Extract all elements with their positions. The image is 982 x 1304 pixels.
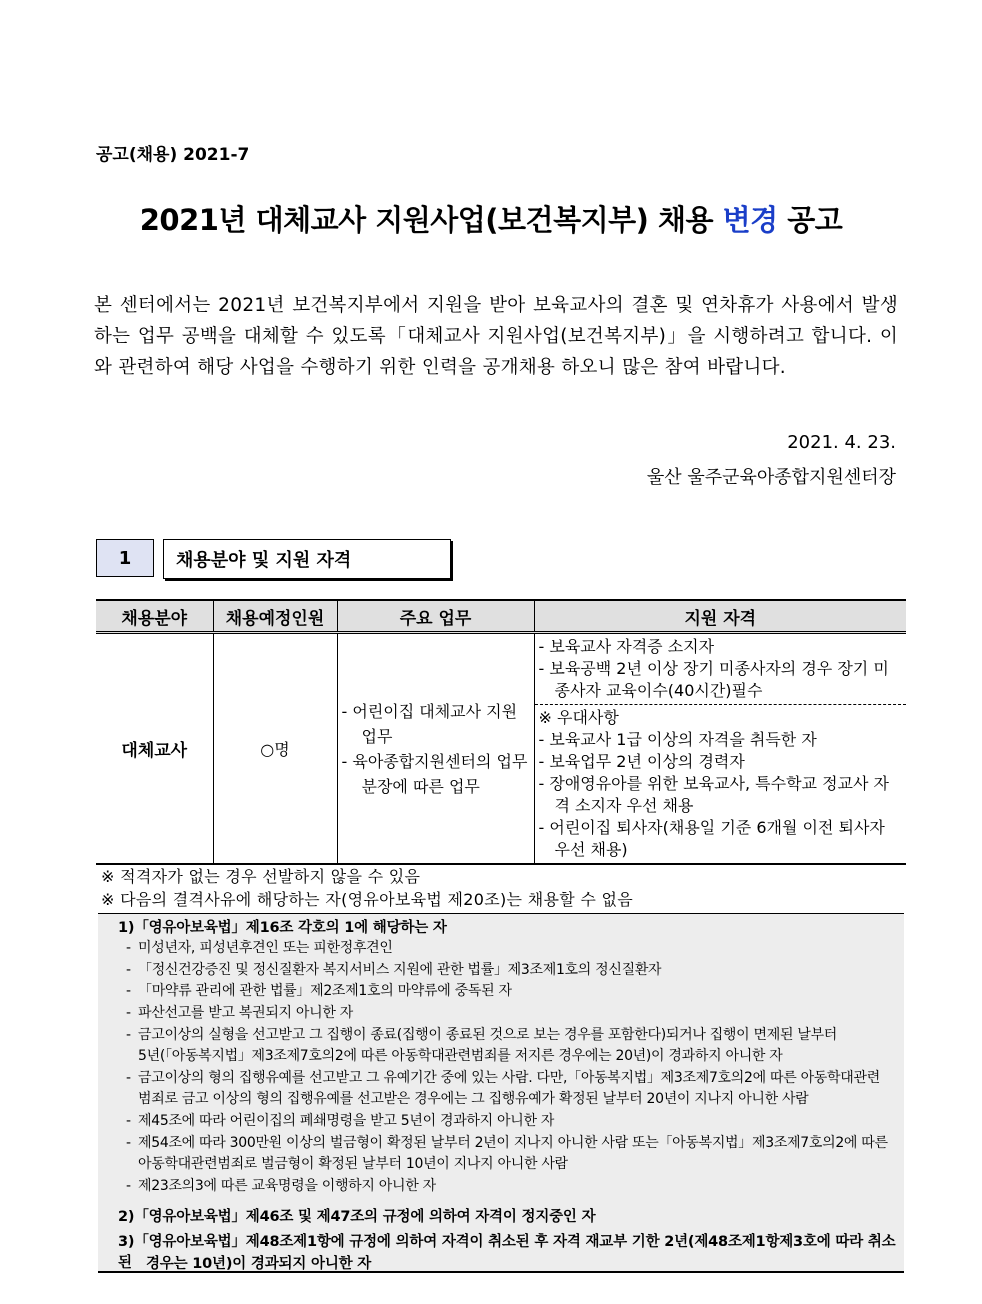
page-title — [0, 198, 982, 239]
list-item-text: 파산선고를 받고 복권되지 아니한 자 — [138, 1005, 353, 1021]
list-item-continued: 5년(「아동복지법」제3조제7호의2에 따른 아동학대관련범죄를 저지른 경우에는 20년)이 경과하지 아니한 자 — [138, 1048, 783, 1064]
list-item-continued: 범죄로 금고 이상의 형의 집행유예를 선고받은 경우에는 그 집행유예가 확정된 날부터 20년이 지나지 아니한 사람 — [138, 1091, 809, 1107]
list-item-text: 제23조의3에 따른 교육명령을 이행하지 아니한 자 — [138, 1178, 436, 1194]
title-highlight: 변경 — [722, 203, 778, 237]
recruitment-table — [96, 599, 906, 865]
duty-item: - 육아종합지원센터의 업무분장에 따른 업무 — [341, 751, 528, 796]
list-item-text: 금고이상의 실형을 선고받고 그 집행이 종료(집행이 종료된 것으로 보는 경우를 포함한다)되거나 집행이 면제된 날부터 — [138, 1027, 838, 1043]
list-item: - 제45조에 따라 어린이집의 폐쇄명령을 받고 5년이 경과하지 아니한 자 — [126, 1113, 555, 1129]
header-count: 채용예정인원 — [213, 600, 337, 633]
notice-date: 2021. 4. 23. — [787, 432, 896, 453]
list-item: - 제54조에 따라 300만원 이상의 벌금형이 확정된 날부터 2년이 지나지 아니한 사람 또는「아동복지법」제3조제7호의2에 따른 — [126, 1135, 888, 1151]
disqualification-heading-1: 1)「영유아보육법」제16조 각호의 1에 해당하는 자 — [118, 920, 447, 936]
title-before: 2021년 대체교사 지원사업(보건복지부) 채용 — [139, 203, 723, 237]
list-item: - 미성년자, 피성년후견인 또는 피한정후견인 — [126, 940, 393, 956]
notice-number: 공고(채용) 2021-7 — [96, 145, 250, 165]
cell-category: 대체교사 — [96, 633, 213, 865]
note-disqualification: ※ 다음의 결격사유에 해당하는 자(영유아보육법 제20조)는 채용할 수 없음 — [101, 890, 634, 909]
list-item-text: 제54조에 따라 300만원 이상의 벌금형이 확정된 날부터 2년이 지나지 아니한 사람 또는「아동복지법」제3조제7호의2에 따른 — [138, 1135, 888, 1151]
table-header-row — [96, 600, 906, 633]
cell-count: ○명 — [213, 633, 337, 865]
list-item: - 제23조의3에 따른 교육명령을 이행하지 아니한 자 — [126, 1178, 436, 1194]
list-item-text: 「정신건강증진 및 정신질환자 복지서비스 지원에 관한 법률」제3조제1호의 정신질환자 — [138, 962, 662, 978]
qualification-item: - 보육공백 2년 이상 장기 미종사자의 경우 장기 미종사자 교육이수(40시간)필수 — [538, 659, 889, 700]
preferred-item: - 장애영유아를 위한 보육교사, 특수학교 정교사 자격 소지자 우선 채용 — [538, 774, 889, 815]
list-item: - 「마약류 관리에 관한 법률」제2조제1호의 마약류에 중독된 자 — [126, 983, 512, 999]
duty-item: - 어린이집 대체교사 지원 업무 — [341, 701, 518, 746]
preferred-item: - 보육업무 2년 이상의 경력자 — [538, 752, 745, 771]
list-item: - 「정신건강증진 및 정신질환자 복지서비스 지원에 관한 법률」제3조제1호의 정신질환자 — [126, 962, 662, 978]
title-after: 공고 — [777, 203, 843, 237]
required-qualifications — [535, 634, 907, 704]
organization-name: 울산 울주군육아종합지원센터장 — [646, 467, 896, 488]
list-item: - 파산선고를 받고 복권되지 아니한 자 — [126, 1005, 353, 1021]
disqualification-heading-3: 3)「영유아보육법」제48조제1항에 규정에 의하여 자격이 취소된 후 자격 재교부 기한 2년(제48조제1항제3호에 따라 취소된 — [118, 1234, 896, 1271]
cell-qualifications — [534, 633, 906, 865]
list-item: - 금고이상의 실형을 선고받고 그 집행이 종료(집행이 종료된 것으로 보는 경우를 포함한다)되거나 집행이 면제된 날부터 — [126, 1027, 838, 1043]
list-item-text: 제45조에 따라 어린이집의 폐쇄명령을 받고 5년이 경과하지 아니한 자 — [138, 1113, 555, 1129]
header-qualifications: 지원 자격 — [534, 600, 906, 633]
list-item-text: 「마약류 관리에 관한 법률」제2조제1호의 마약류에 중독된 자 — [138, 983, 512, 999]
list-item: - 금고이상의 형의 집행유예를 선고받고 그 유예기간 중에 있는 사람. 다만,「아동복지법」제3조제7호의2에 따른 아동학대관련 — [126, 1070, 880, 1086]
header-category: 채용분야 — [96, 600, 213, 633]
preferred-item: - 보육교사 1급 이상의 자격을 취득한 자 — [538, 730, 817, 749]
intro-paragraph: 본 센터에서는 2021년 보건복지부에서 지원을 받아 보육교사의 결혼 및 연차휴가 사용에서 발생하는 업무 공백을 대체할 수 있도록「대체교사 지원사업(보건복지부)」을 시행하려고 합니다. 이와 관련하여 해당 사업을 수행하기 위한 인력을 공개채용 하오니 많은 참여 바랍니다. — [94, 295, 898, 378]
note-no-candidate: ※ 적격자가 없는 경우 선발하지 않을 수 있음 — [101, 867, 421, 886]
disqualification-heading-3-continued: 경우는 10년)이 경과되지 아니한 자 — [146, 1256, 372, 1272]
disqualification-box — [98, 913, 904, 1273]
cell-duties — [337, 633, 534, 865]
preferred-title: ※ 우대사항 — [538, 708, 619, 727]
disqualification-heading-2: 2)「영유아보육법」제46조 및 제47조의 규정에 의하여 자격이 정지중인 자 — [118, 1209, 596, 1225]
table-row — [96, 633, 906, 865]
preferred-item: - 어린이집 퇴사자(채용일 기준 6개월 이전 퇴사자 우선 채용) — [538, 818, 885, 859]
section-number: 1 — [96, 539, 154, 577]
list-item-text: 미성년자, 피성년후견인 또는 피한정후견인 — [138, 940, 393, 956]
preferred-qualifications — [535, 704, 907, 863]
qualification-item: - 보육교사 자격증 소지자 — [538, 637, 715, 656]
header-duties: 주요 업무 — [337, 600, 534, 633]
list-item-text: 금고이상의 형의 집행유예를 선고받고 그 유예기간 중에 있는 사람. 다만,「아동복지법」제3조제7호의2에 따른 아동학대관련 — [138, 1070, 880, 1086]
section-title: 채용분야 및 지원 자격 — [163, 539, 451, 579]
list-item-continued: 아동학대관련범죄로 벌금형이 확정된 날부터 10년이 지나지 아니한 사람 — [138, 1156, 568, 1172]
